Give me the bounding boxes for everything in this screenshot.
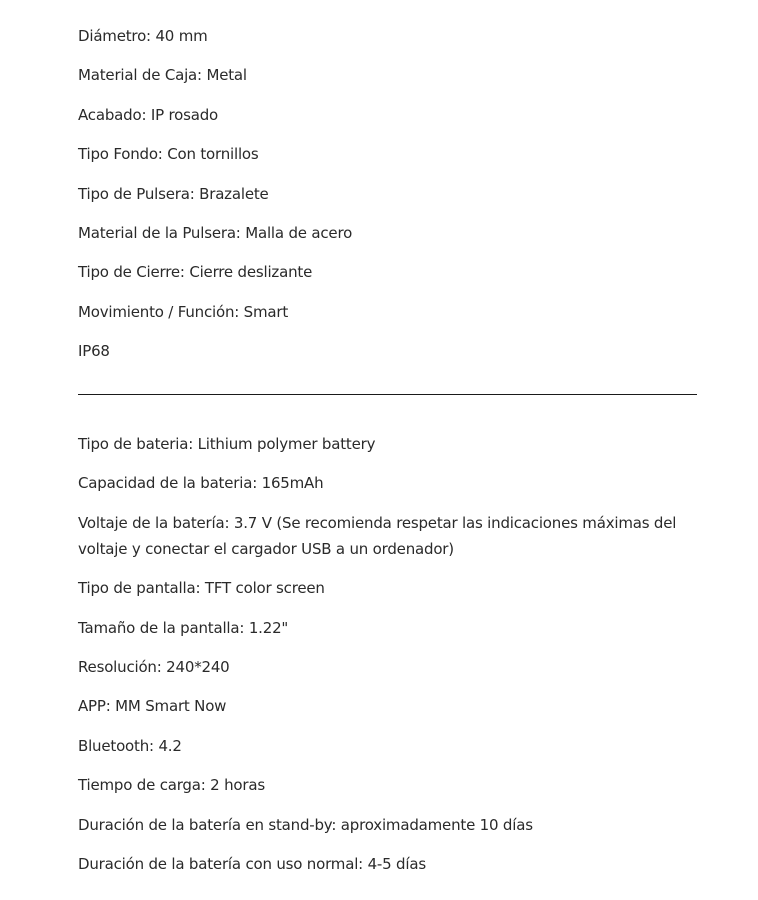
spec-charge-time: Tiempo de carga: 2 horas [78, 776, 265, 795]
spec-strap-material: Material de la Pulsera: Malla de acero [78, 223, 353, 242]
spec-diameter: Diámetro: 40 mm [78, 27, 208, 45]
watch-specs-list [78, 23, 698, 378]
spec-standby-duration: Duración de la batería en stand-by: aproximadamente 10 días [78, 815, 533, 834]
spec-resolution: Resolución: 240*240 [78, 657, 230, 676]
spec-normal-use-duration: Duración de la batería con uso normal: 4-5 días [78, 854, 426, 873]
spec-bluetooth: Bluetooth: 4.2 [78, 736, 182, 755]
spec-screen-size: Tamaño de la pantalla: 1.22" [78, 618, 289, 637]
spec-strap-type: Tipo de Pulsera: Brazalete [78, 184, 269, 203]
spec-caseback-type: Tipo Fondo: Con tornillos [78, 145, 259, 164]
spec-app: APP: MM Smart Now [78, 697, 227, 716]
spec-battery-capacity: Capacidad de la bateria: 165mAh [78, 474, 324, 493]
spec-movement: Movimiento / Función: Smart [78, 302, 289, 321]
spec-finish: Acabado: IP rosado [78, 105, 219, 124]
spec-screen-type: Tipo de pantalla: TFT color screen [78, 579, 325, 598]
spec-case-material: Material de Caja: Metal [78, 66, 247, 85]
spec-clasp-type: Tipo de Cierre: Cierre deslizante [78, 263, 313, 282]
spec-water-resistance: IP68 [78, 342, 110, 361]
section-divider [78, 394, 697, 395]
smart-specs-list [78, 431, 698, 890]
spec-battery-type: Tipo de bateria: Lithium polymer battery [78, 435, 376, 453]
spec-battery-voltage: Voltaje de la batería: 3.7 V (Se recomienda respetar las indicaciones máximas del voltaje y conectar el cargador USB a un ordenador) [78, 513, 677, 558]
